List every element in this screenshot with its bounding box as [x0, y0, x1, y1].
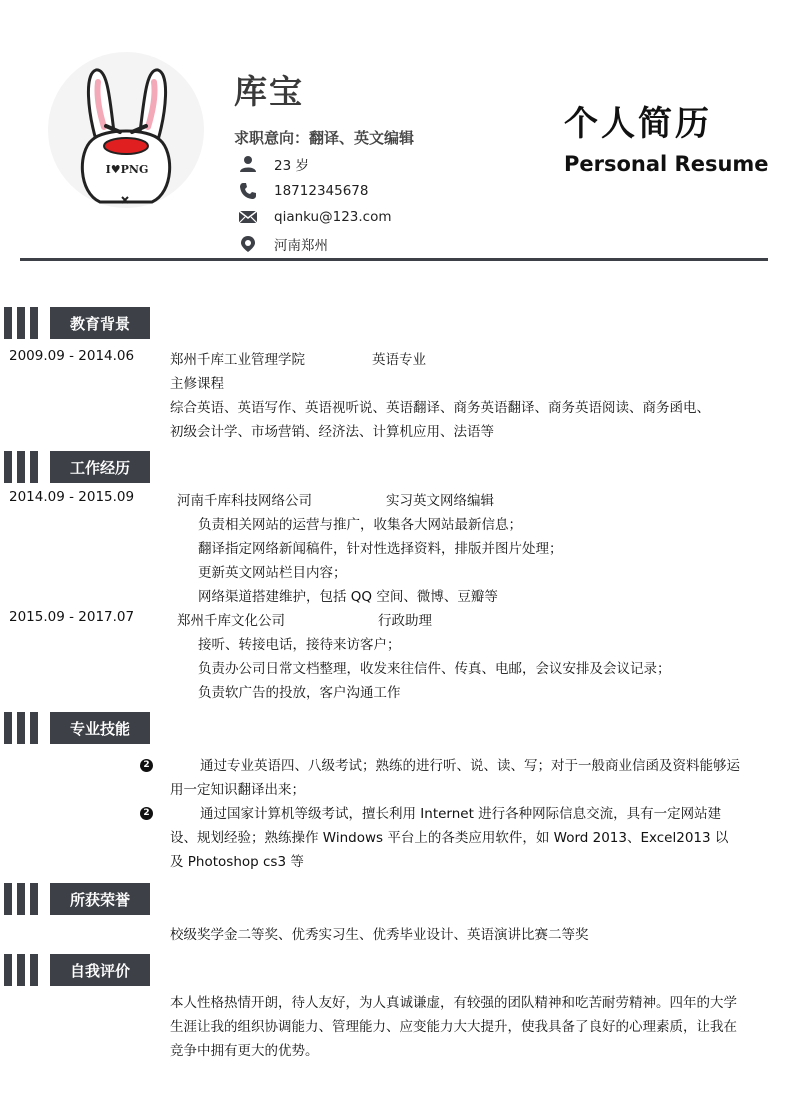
phone-text: 18712345678	[274, 183, 369, 199]
info-phone	[238, 180, 368, 202]
job-duty: 更新英文网站栏目内容；	[198, 565, 347, 581]
info-age	[238, 153, 309, 175]
section-title: 专业技能	[50, 712, 150, 744]
skill-item: 2 通过国家计算机等级考试，擅长利用 Internet 进行各种网际信息交流，具有一定网站建设、规划经验；熟练操作 Windows 平台上的各类应用软件，如 Word 2013、Excel2013 以及 Photoshop cs3 等	[170, 802, 740, 874]
section-title: 自我评价	[50, 954, 150, 986]
job-company: 河南千库科技网络公司	[177, 493, 312, 509]
info-email	[238, 206, 392, 228]
job-intent: 求职意向：翻译、英文编辑	[234, 129, 415, 147]
person-icon	[238, 154, 258, 174]
section-title: 工作经历	[50, 451, 150, 483]
resume-title-cn: 个人简历	[564, 104, 712, 144]
bullet-icon: 2	[140, 759, 153, 772]
avatar	[48, 52, 204, 208]
job-period: 2014.09 - 2015.09	[9, 489, 135, 505]
bunny-avatar-illustration	[48, 52, 204, 208]
avatar-logo-text: I♥PNG	[105, 163, 149, 176]
job-duty: 网络渠道搭建维护，包括 QQ 空间、微博、豆瓣等	[198, 589, 498, 605]
education-school: 郑州千库工业管理学院	[170, 352, 305, 368]
courses-line-2: 初级会计学、市场营销、经济法、计算机应用、法语等	[170, 424, 494, 440]
age-text: 23 岁	[274, 158, 309, 174]
job-duty: 翻译指定网络新闻稿件，针对性选择资料，排版并图片处理；	[198, 541, 563, 557]
evaluation-text: 本人性格热情开朗，待人友好，为人真诚谦虚，有较强的团队精神和吃苦耐劳精神。四年的大学生涯让我的组织协调能力、管理能力、应变能力大大提升，使我具备了良好的心理素质，让我在竞争中拥有更大的优势。	[170, 995, 737, 1059]
education-period: 2009.09 - 2014.06	[9, 348, 135, 364]
job-duty: 负责软广告的投放，客户沟通工作	[198, 685, 401, 701]
courses-label: 主修课程	[170, 376, 224, 392]
section-title: 教育背景	[50, 307, 150, 339]
job-period: 2015.09 - 2017.07	[9, 609, 135, 625]
education-major: 英语专业	[372, 352, 426, 368]
candidate-name: 库宝	[234, 72, 304, 111]
job-duty: 接听、转接电话，接待来访客户；	[198, 637, 401, 653]
header-divider	[20, 258, 768, 261]
resume-title-en: Personal Resume	[564, 152, 769, 176]
bullet-icon: 2	[140, 807, 153, 820]
skill-item: 2 通过专业英语四、八级考试；熟练的进行听、说、读、写；对于一般商业信函及资料能够运用一定知识翻译出来；	[170, 754, 740, 802]
info-location	[238, 233, 328, 255]
job-duty: 负责办公司日常文档整理，收发来往信件、传真、电邮，会议安排及会议记录；	[198, 661, 671, 677]
phone-icon	[238, 181, 258, 201]
location-pin-icon	[238, 234, 258, 254]
job-position: 实习英文网络编辑	[386, 493, 494, 509]
honors-text: 校级奖学金二等奖、优秀实习生、优秀毕业设计、英语演讲比赛二等奖	[170, 927, 589, 943]
email-text: qianku@123.com	[274, 209, 392, 225]
section-title: 所获荣誉	[50, 883, 150, 915]
mail-icon	[238, 207, 258, 227]
courses-line-1: 综合英语、英语写作、英语视听说、英语翻译、商务英语翻译、商务英语阅读、商务函电、	[170, 400, 710, 416]
job-duty: 负责相关网站的运营与推广，收集各大网站最新信息；	[198, 517, 522, 533]
job-company: 郑州千库文化公司	[177, 613, 285, 629]
job-position: 行政助理	[378, 613, 432, 629]
location-text: 河南郑州	[274, 238, 328, 254]
